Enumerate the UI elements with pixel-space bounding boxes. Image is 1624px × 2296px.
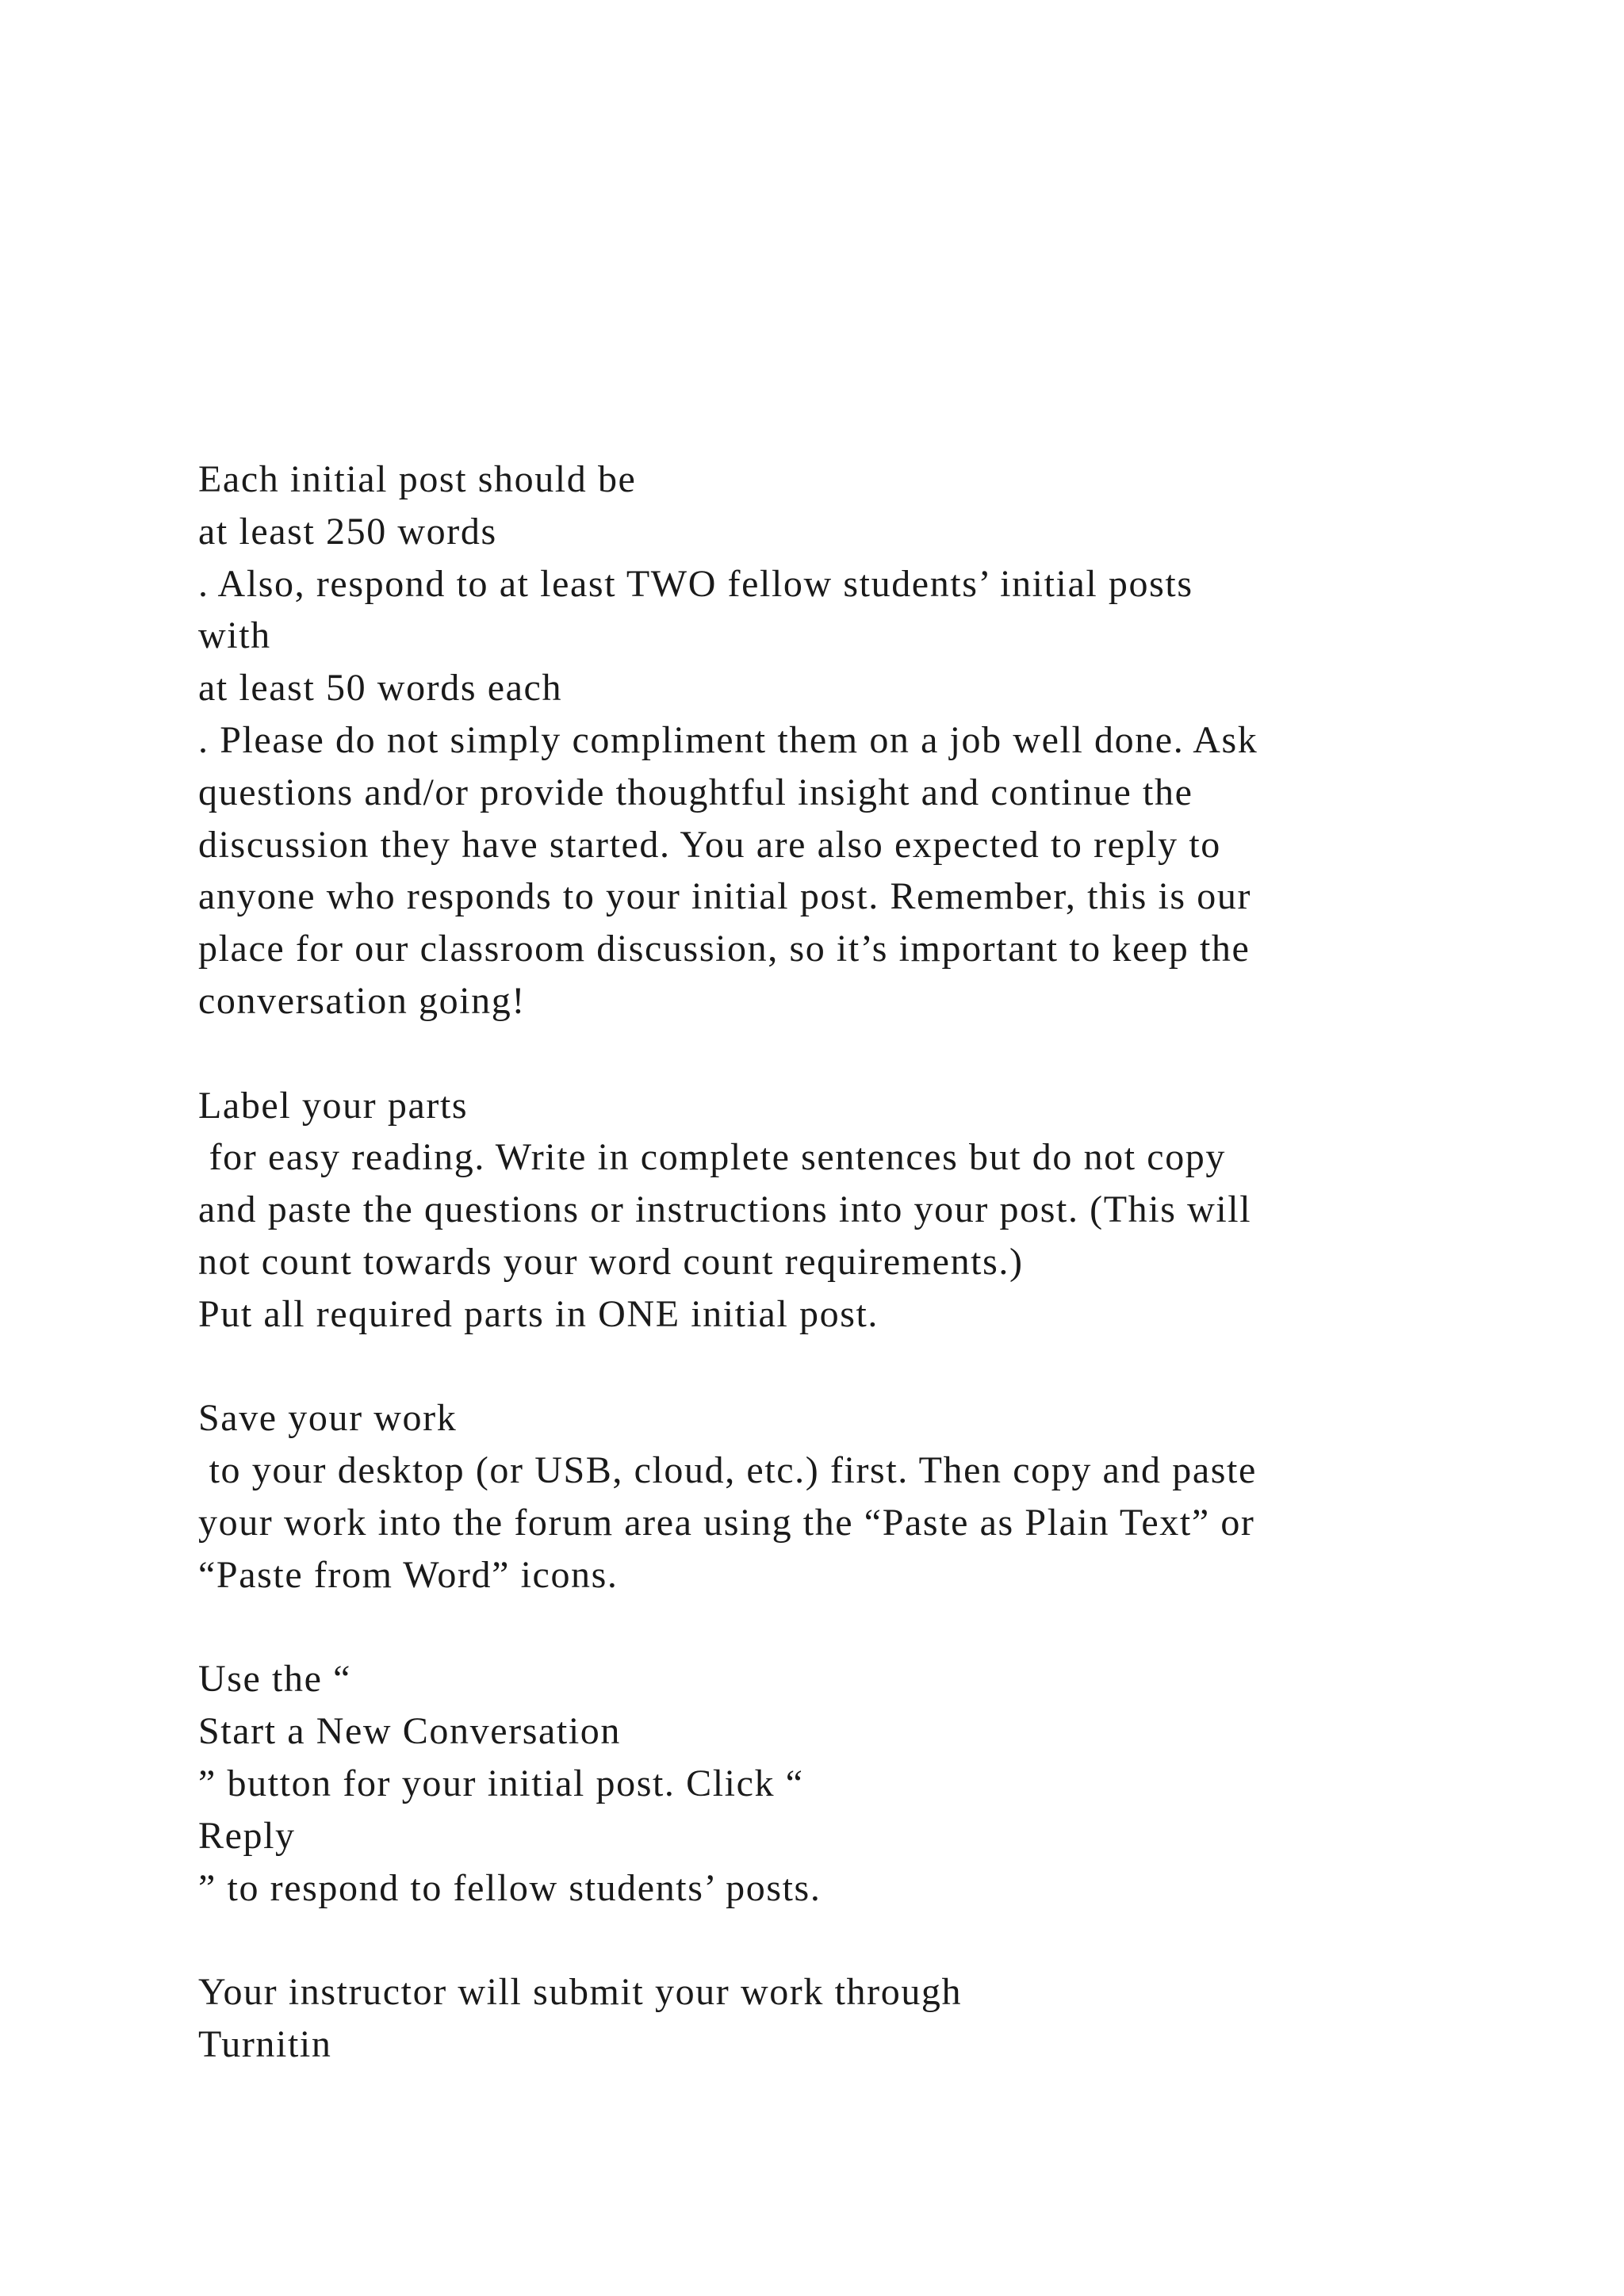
text-line: Label your parts <box>198 1084 469 1127</box>
text-line: not count towards your word count requirements.) <box>198 1240 1024 1283</box>
document-body <box>198 453 1546 2071</box>
text-line: questions and/or provide thoughtful insight and continue the <box>198 771 1193 813</box>
text-line: your work into the forum area using the “Paste as Plain Text” or <box>198 1501 1255 1544</box>
text-line: to your desktop (or USB, cloud, etc.) first. Then copy and paste <box>198 1449 1257 1492</box>
blank-line <box>198 1914 1546 1966</box>
text-line: ” button for your initial post. Click “ <box>198 1762 804 1804</box>
text-line: Start a New Conversation <box>198 1710 621 1753</box>
text-line: Put all required parts in ONE initial post. <box>198 1292 879 1335</box>
text-line: discussion they have started. You are also expected to reply to <box>198 823 1221 866</box>
text-line: at least 50 words each <box>198 667 563 710</box>
text-line: place for our classroom discussion, so it’s important to keep the <box>198 928 1251 970</box>
text-line: Your instructor will submit your work through <box>198 1971 963 2014</box>
text-line: with <box>198 614 271 657</box>
text-line: anyone who responds to your initial post. Remember, this is our <box>198 875 1252 918</box>
blank-line <box>198 1027 1546 1080</box>
text-line: Save your work <box>198 1397 458 1440</box>
text-line: Each initial post should be <box>198 458 637 500</box>
text-line: . Please do not simply compliment them on a job well done. Ask <box>198 718 1258 761</box>
text-line: and paste the questions or instructions into your post. (This will <box>198 1188 1252 1231</box>
text-line: for easy reading. Write in complete sentences but do not copy <box>198 1136 1227 1179</box>
text-line: Use the “ <box>198 1658 351 1701</box>
blank-line <box>198 1601 1546 1654</box>
text-line: Turnitin <box>198 2022 332 2065</box>
text-line: at least 250 words <box>198 510 497 553</box>
blank-line <box>198 1341 1546 1393</box>
text-line: Reply <box>198 1814 296 1857</box>
text-line: . Also, respond to at least TWO fellow students’ initial posts <box>198 562 1193 605</box>
text-line: ” to respond to fellow students’ posts. <box>198 1866 822 1909</box>
text-line: “Paste from Word” icons. <box>198 1553 619 1596</box>
text-line: conversation going! <box>198 979 526 1022</box>
